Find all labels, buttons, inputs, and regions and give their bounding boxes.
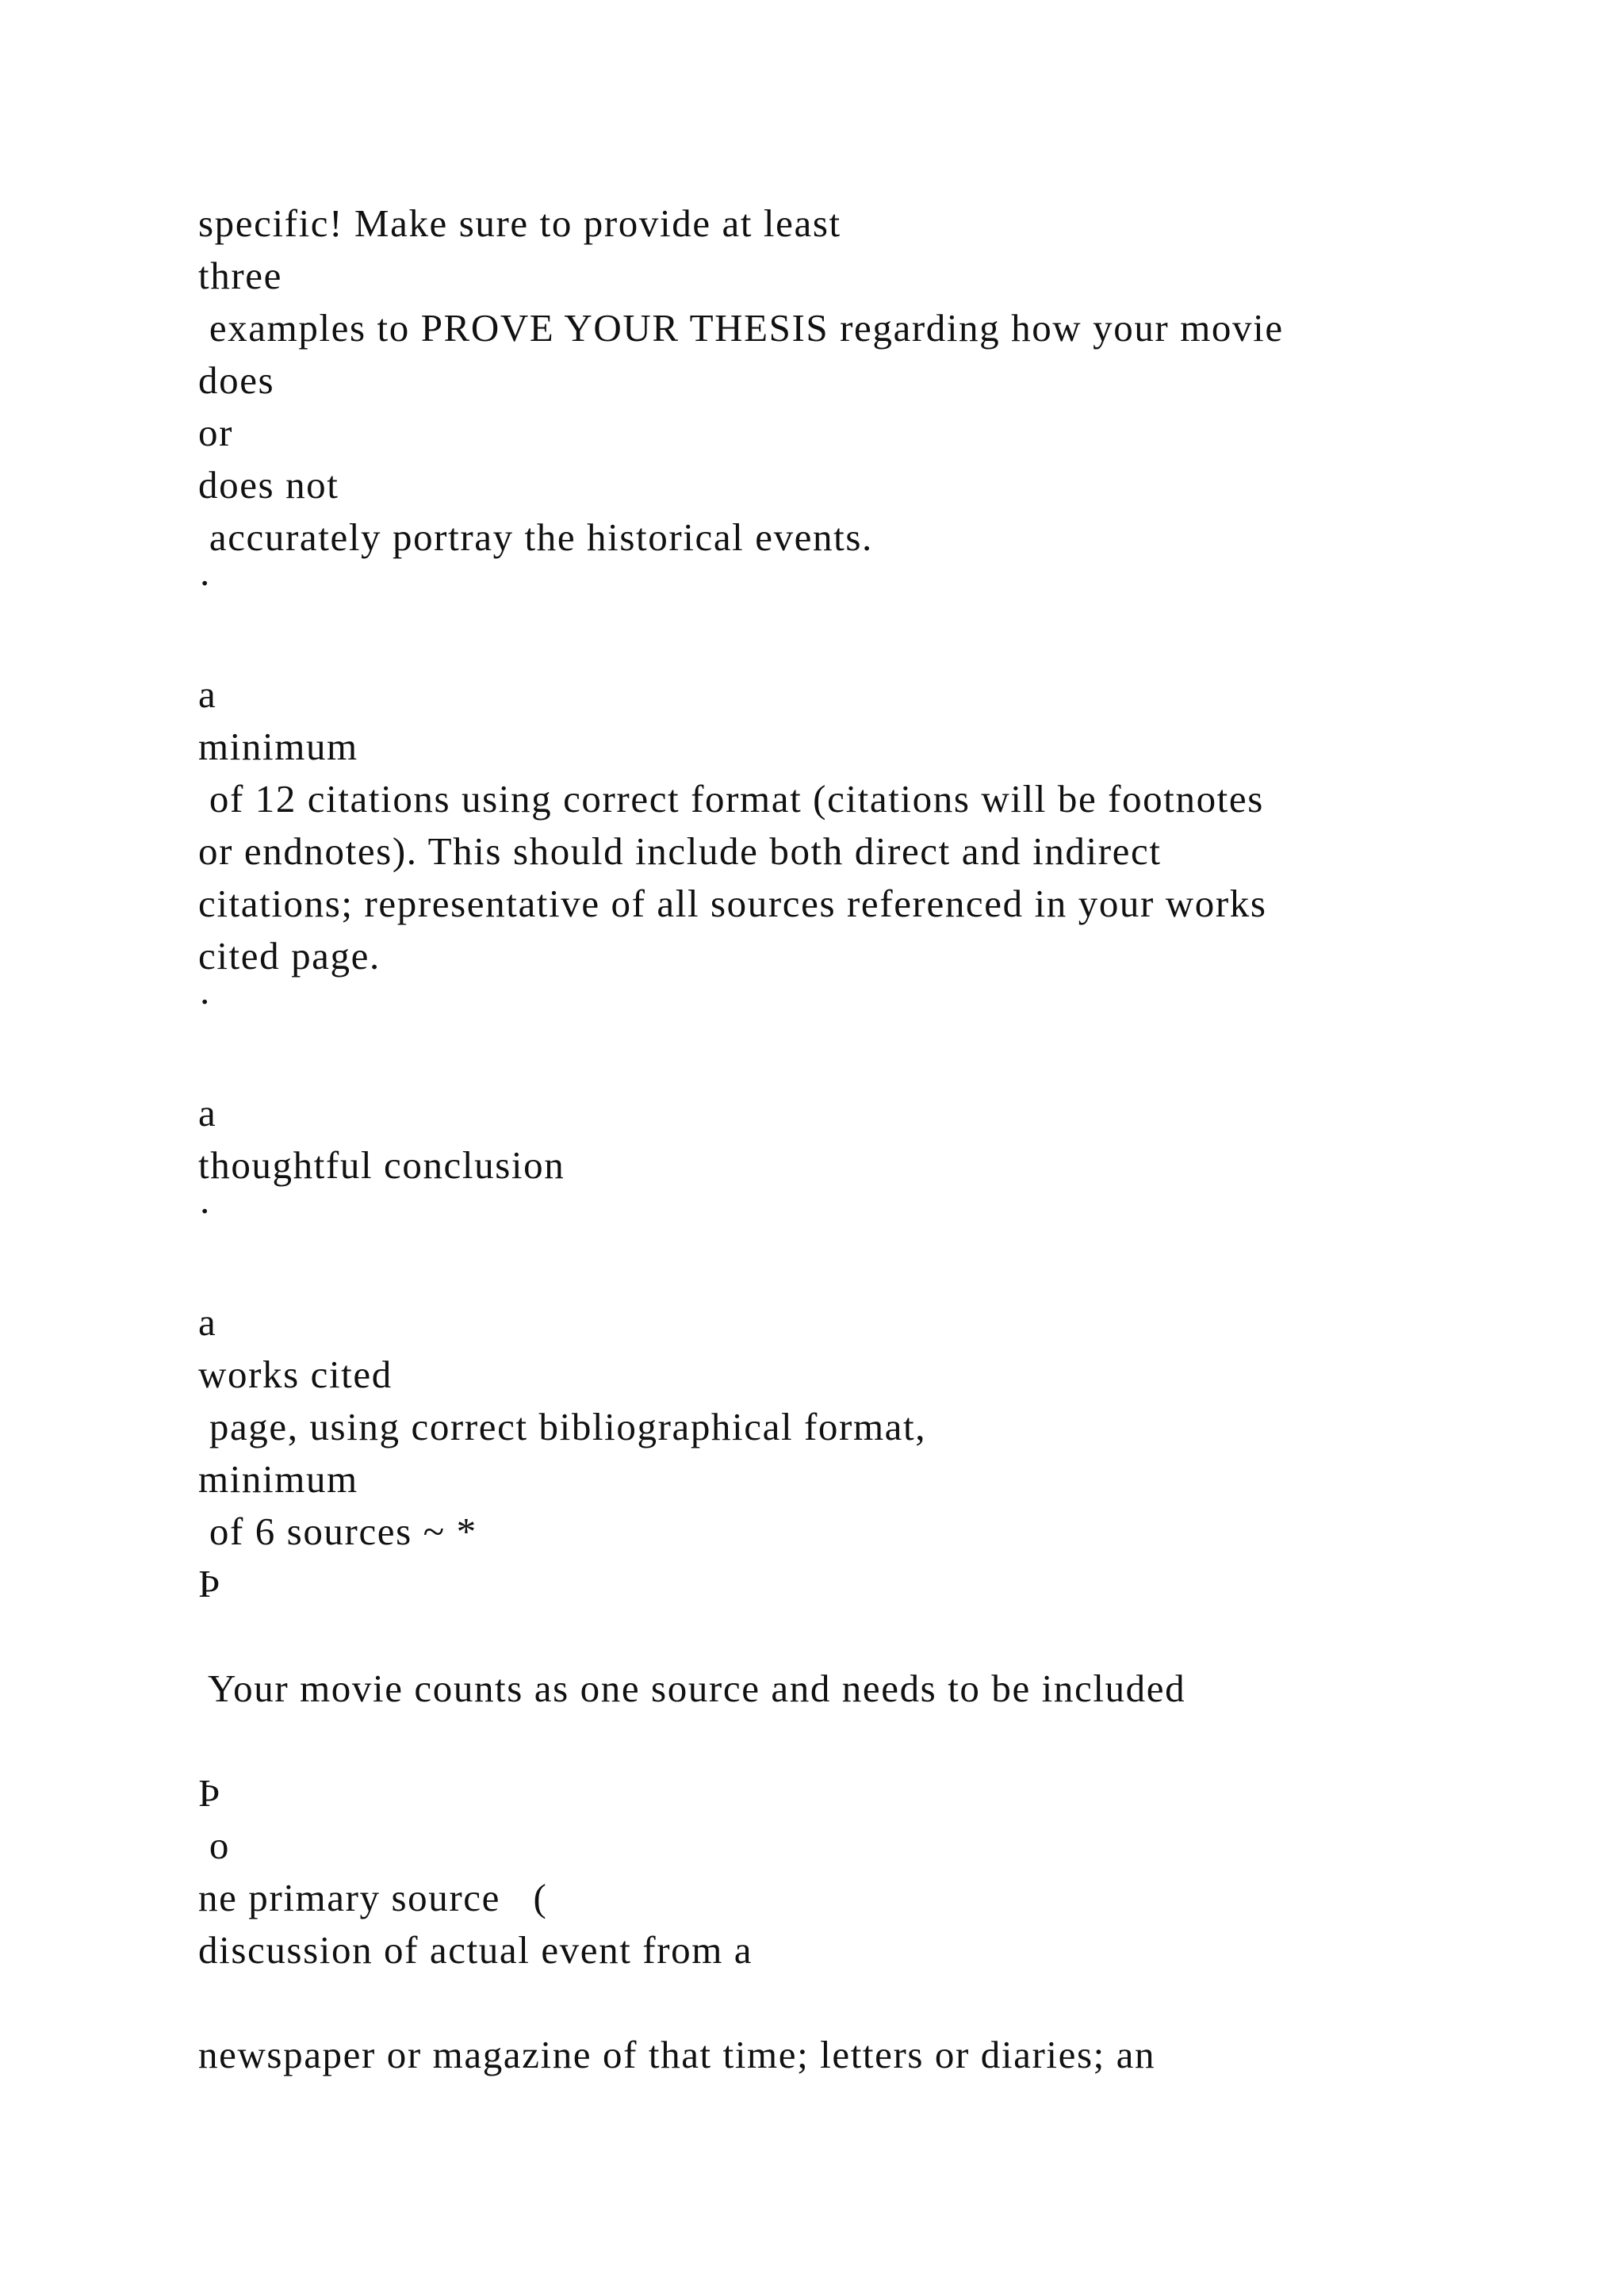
- text-line: a: [198, 672, 217, 716]
- text-line: cited page.: [198, 934, 381, 978]
- text-line: specific! Make sure to provide at least: [198, 201, 841, 245]
- text-line: a: [198, 1300, 217, 1344]
- bullet-marker: Þ: [198, 1771, 221, 1815]
- text-line: accurately portray the historical events.: [198, 515, 873, 559]
- bullet-marker: ·: [198, 561, 213, 605]
- bullet-marker: Þ: [198, 1562, 221, 1605]
- text-line: ne primary source (: [198, 1876, 548, 1919]
- text-line: of 12 citations using correct format (citations will be footnotes: [198, 777, 1264, 821]
- text-line: a: [198, 1091, 217, 1135]
- text-line: o: [198, 1823, 230, 1867]
- text-line: thoughtful conclusion: [198, 1143, 565, 1187]
- bullet-marker: ·: [198, 980, 213, 1024]
- text-line: of 6 sources ~ *: [198, 1510, 477, 1553]
- text-line: minimum: [198, 725, 358, 768]
- text-line: works cited: [198, 1353, 393, 1396]
- bullet-marker: ·: [198, 1189, 213, 1233]
- text-line: does not: [198, 463, 339, 507]
- text-line: or: [198, 411, 234, 454]
- text-line: does: [198, 358, 275, 402]
- text-line: newspaper or magazine of that time; letters or diaries; an: [198, 2033, 1156, 2076]
- text-line: examples to PROVE YOUR THESIS regarding how your movie: [198, 306, 1284, 350]
- text-line: page, using correct bibliographical format,: [198, 1405, 927, 1448]
- text-line: Your movie counts as one source and needs to be included: [198, 1667, 1186, 1710]
- text-line: or endnotes). This should include both direct and indirect: [198, 829, 1162, 873]
- text-line: discussion of actual event from a: [198, 1928, 753, 1972]
- text-line: citations; representative of all sources referenced in your works: [198, 882, 1267, 925]
- text-line: minimum: [198, 1457, 358, 1501]
- text-line: three: [198, 254, 282, 297]
